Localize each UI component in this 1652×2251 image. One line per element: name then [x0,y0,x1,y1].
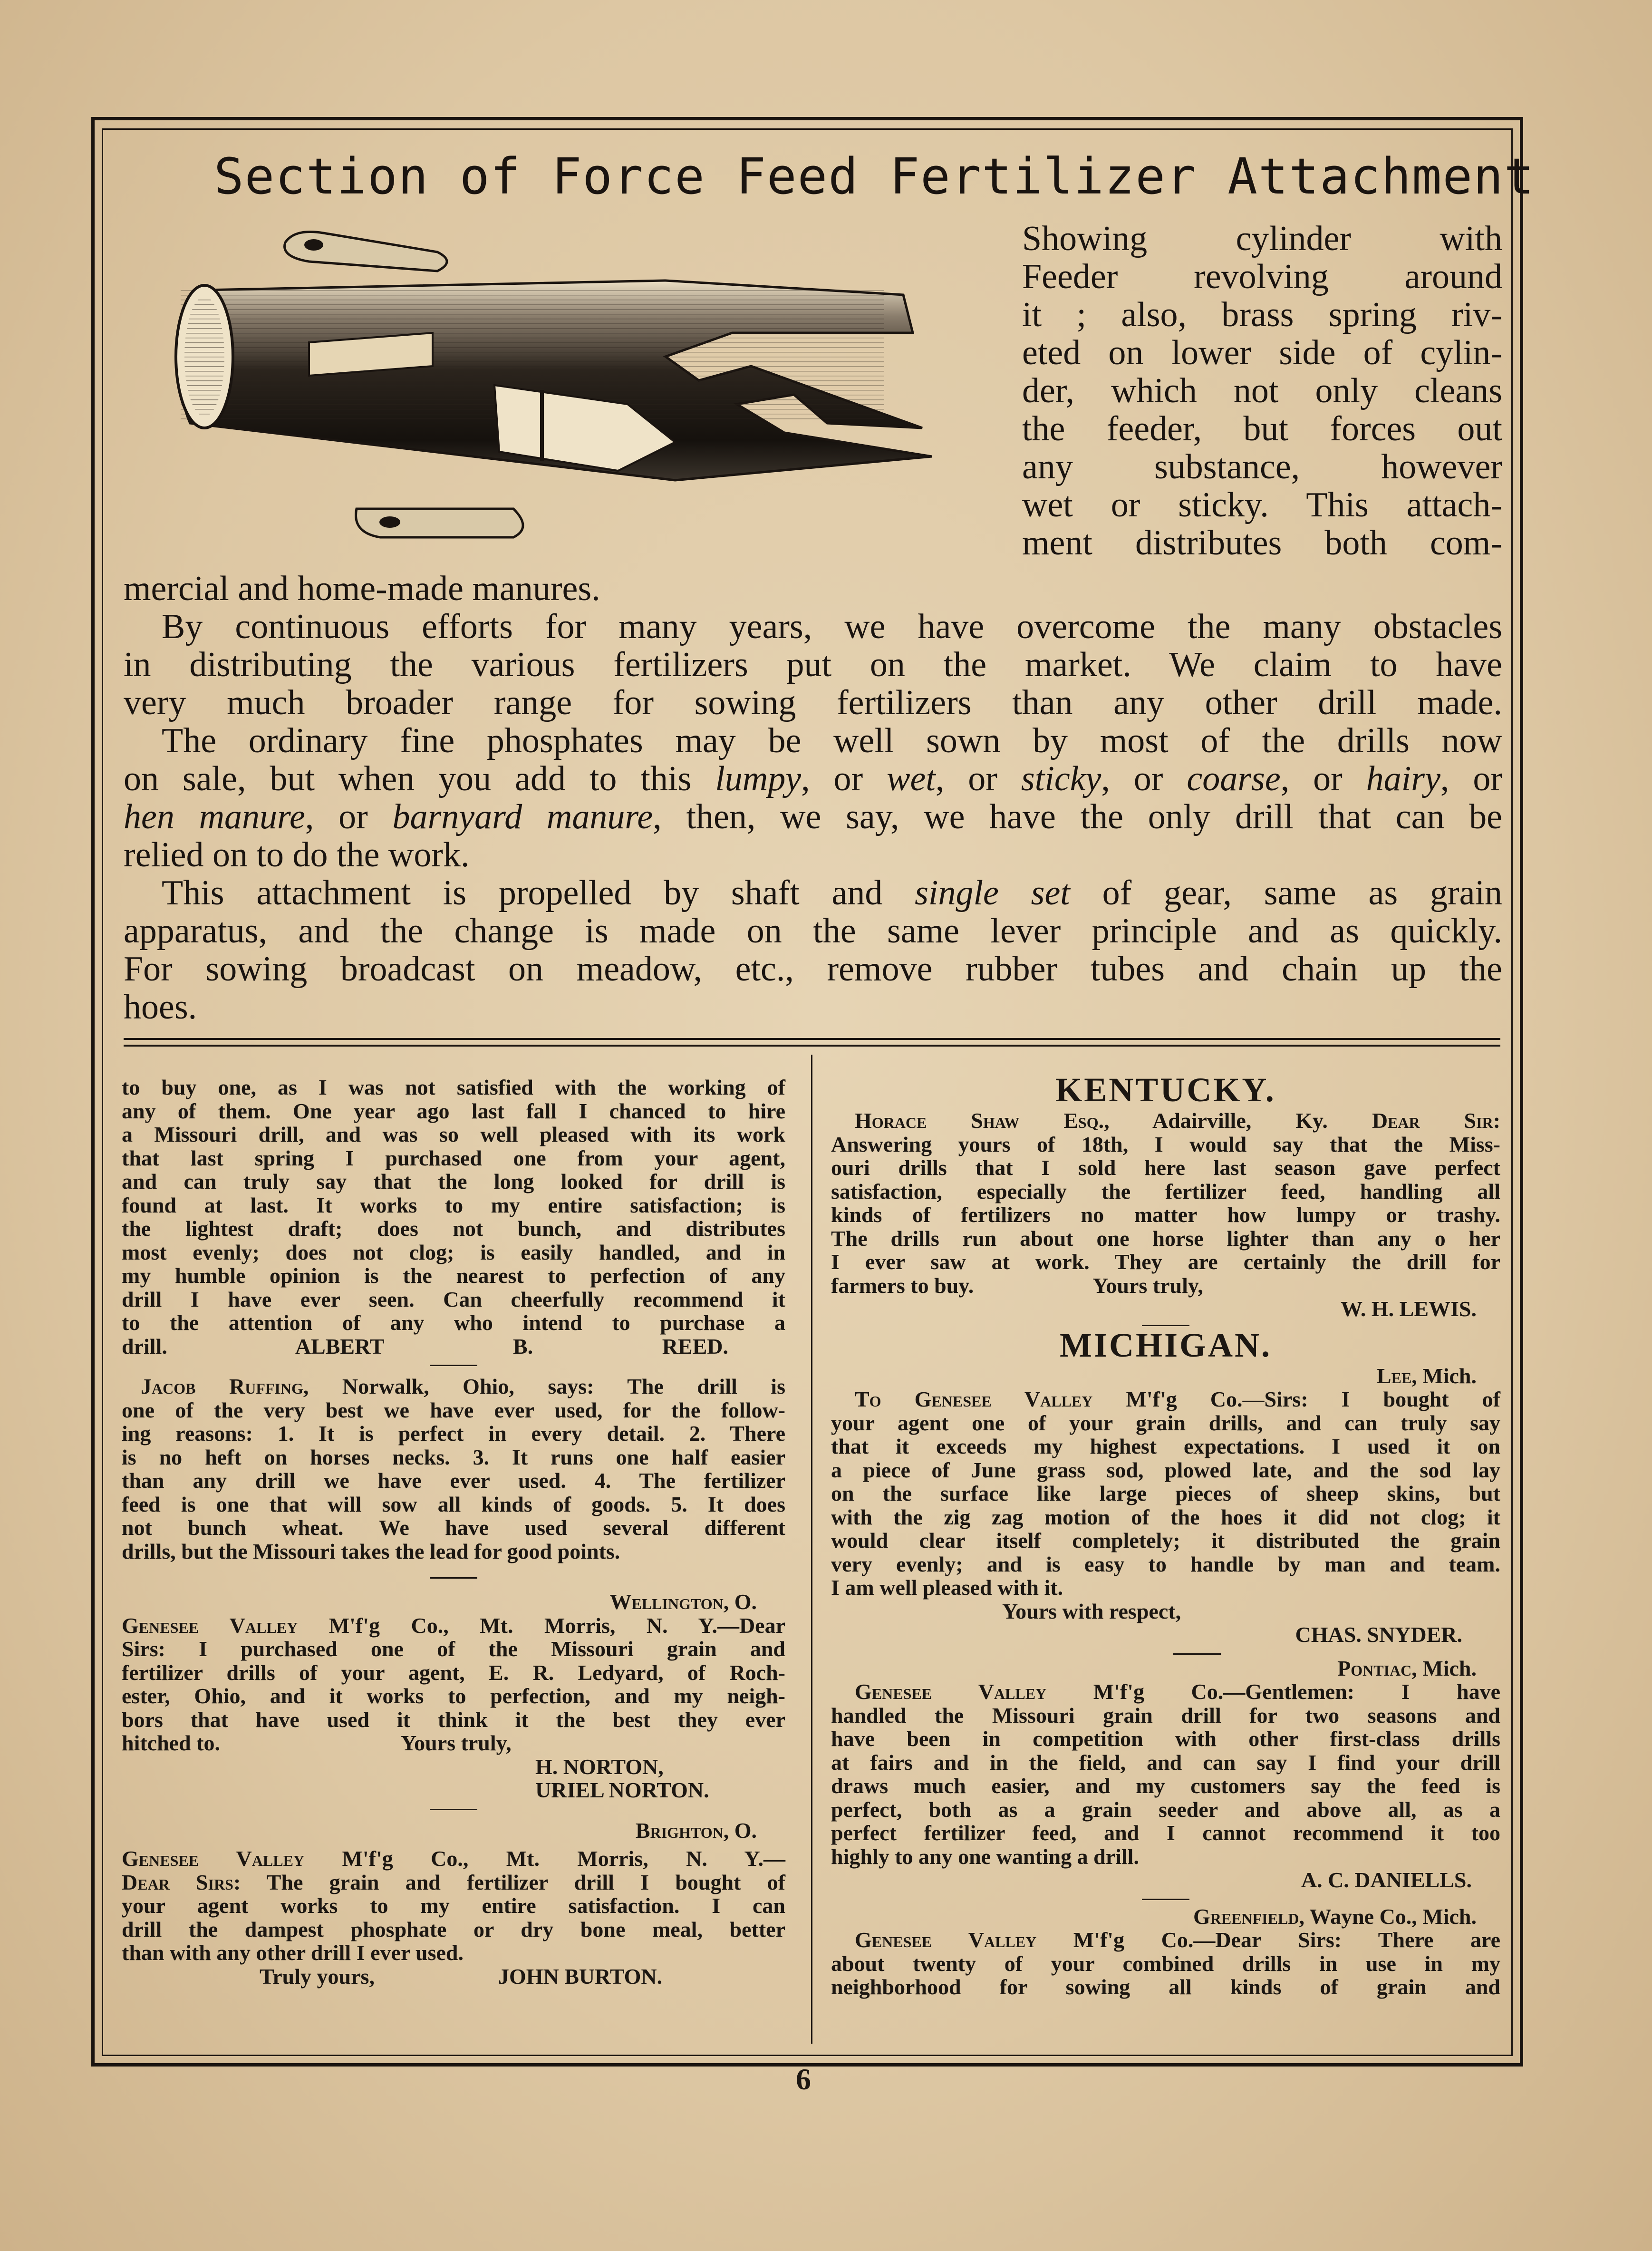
page-number: 6 [796,2062,811,2096]
text-line: at fairs and in the field, and can say I find your drill [831,1750,1500,1775]
text-line: perfect, both as a grain seeder and above all, as a [831,1797,1500,1822]
text-line: any of them. One year ago last fall I chanced to hire [122,1098,785,1123]
text-line: a Missouri drill, and was so well pleased with its work [122,1122,785,1146]
text-line: to the attention of any who intend to purchase a [122,1310,785,1335]
side-line: the feeder, but forces out [1022,409,1502,448]
text-line: fertilizer drills of your agent, E. R. Ledyard, of Roch- [122,1660,785,1685]
side-line: it ; also, brass spring riv- [1022,295,1502,334]
body-line: By continuous efforts for many years, we have overcome the many obstacles [162,607,1502,646]
testimonials-left-column [122,1076,785,1988]
body-line: hen manure, or barnyard manure, then, we say, we have the only drill that can be [124,797,1502,836]
text-line: one of the very best we have ever used, for the follow- [122,1397,785,1422]
emphasis: hairy [1366,759,1440,798]
text-line: Truly yours, JOHN BURTON. [260,1964,663,1989]
dash-divider [430,1809,477,1810]
text-line: Genesee Valley M'f'g Co., Mt. Morris, N. Y.— [122,1846,785,1871]
text-line: drills, but the Missouri takes the lead for good points. [122,1539,620,1563]
text-line: ester, Ohio, and it works to perfection, and my neigh- [122,1684,785,1708]
text-line: I ever saw at work. They are certainly the drill for [831,1250,1500,1274]
body-line: hoes. [124,988,197,1027]
text-line: very evenly; and is easy to handle by man and team. [831,1552,1500,1576]
text-line: Dear Sirs: The grain and fertilizer drill I bought of [122,1870,785,1894]
text-line: your agent one of your grain drills, and can truly say [831,1410,1500,1435]
text-line: about twenty of your combined drills in use in my [831,1951,1500,1976]
side-line: wet or sticky. This attach- [1022,485,1502,524]
text-line: on the surface like large pieces of sheep skins, but [831,1481,1500,1505]
body-line: This attachment is propelled by shaft and single set of gear, same as grain [162,873,1503,912]
text-line: and can truly say that the long looked for drill is [122,1169,785,1193]
text-line: kinds of fertilizers no matter how lumpy or trashy. [831,1203,1500,1227]
place-line: Lee, Mich. [1376,1363,1477,1388]
text-line: ouri drills that I sold here last season gave perfect [831,1155,1500,1180]
signature: H. NORTON, [535,1754,664,1779]
text-line: highly to any one wanting a drill. [831,1844,1139,1869]
dash-divider [430,1577,477,1579]
person-name: Jacob Ruffing [141,1374,303,1398]
text-line: than with any other drill I ever used. [122,1941,464,1965]
text-line: the lightest draft; does not bunch, and distributes [122,1216,785,1241]
text-line: feed is one that will sow all kinds of goods. 5. It does [122,1492,785,1516]
signature: ALBERT B. REED. [295,1334,729,1358]
dash-divider [430,1365,477,1366]
side-line: ment distributes both com- [1022,524,1502,563]
side-line: eted on lower side of cylin- [1022,333,1502,372]
signature: A. C. DANIELLS. [1301,1868,1472,1892]
dash-divider [1173,1653,1221,1655]
text-line: Genesee Valley M'f'g Co.—Dear Sirs: There are [855,1928,1500,1952]
fertilizer-attachment-illustration [152,223,989,566]
testimonials-right-column [831,1071,1500,1999]
text-line: drill I have ever seen. Can cheerfully recommend it [122,1287,785,1311]
side-line: der, which not only cleans [1022,371,1502,410]
text-line: drill. ALBERT B. REED. [122,1335,785,1358]
dash-divider [1142,1899,1189,1900]
text-line: Genesee Valley M'f'g Co.—Gentlemen: I have [855,1679,1501,1704]
text-line: Jacob Ruffing, Norwalk, Ohio, says: The drill is [141,1374,785,1398]
text-line: neighborhood for sowing all kinds of grain and [831,1975,1500,1999]
body-line: relied on to do the work. [124,835,470,874]
place-line: Brighton, O. [635,1818,757,1843]
text-line: is no heft on horses necks. 3. It runs one half easier [122,1445,785,1469]
emphasis: hen manure [124,797,305,836]
text-line: satisfaction, especially the fertilizer feed, handling all [831,1179,1500,1203]
text-line: than any drill we have ever used. 4. The fertilizer [122,1468,785,1493]
text-line: to buy one, as I was not satisfied with the working of [122,1075,785,1099]
text-line: with the zig zag motion of the hoes it did not clog; it [831,1504,1500,1529]
place-line: Pontiac, Mich. [1337,1656,1477,1680]
signature: W. H. LEWIS. [1341,1297,1477,1321]
signature: JOHN BURTON. [498,1964,663,1989]
text-line: would clear itself completely; it distributed the grain [831,1528,1500,1552]
text-line: bors that have used it think it the best they ever [122,1707,785,1732]
body-line: The ordinary fine phosphates may be well sown by most of the drills now [162,721,1502,760]
text-line: The drills run about one horse lighter than any o her [831,1226,1500,1251]
text-line: Sirs: I purchased one of the Missouri grain and [122,1637,785,1661]
page-title: Section of Force Feed Fertilizer Attachment [214,147,1535,205]
signature: CHAS. SNYDER. [1295,1622,1462,1647]
emphasis: coarse [1187,759,1281,798]
text-line: your agent works to my entire satisfaction. I can [122,1893,785,1918]
place-line: Greenfield, Wayne Co., Mich. [1193,1904,1477,1929]
text-line: Answering yours of 18th, I would say that the Miss- [831,1132,1500,1156]
side-line: Showing cylinder with [1022,219,1502,258]
description-body [124,570,1502,1026]
body-line: For sowing broadcast on meadow, etc., remove rubber tubes and chain up the [124,950,1502,989]
text-line: drill the dampest phosphate or dry bone meal, better [122,1917,785,1941]
text-line: my humble opinion is the nearest to perfection of any [122,1263,785,1288]
emphasis: wet [887,759,936,798]
place-line: Wellington, O. [609,1590,757,1614]
body-line: on sale, but when you add to this lumpy, or wet, or sticky, or coarse, or hairy, or [124,759,1503,798]
section-heading-michigan: MICHIGAN. [1060,1326,1272,1364]
text-line: a piece of June grass sod, plowed late, and the sod lay [831,1457,1500,1482]
text-line: draws much easier, and my customers say the feed is [831,1774,1500,1798]
text-line: ing reasons: 1. It is perfect in every detail. 2. There [122,1421,785,1446]
description-side-text [1022,220,1502,562]
section-heading-kentucky: KENTUCKY. [1055,1071,1276,1109]
text-line: that last spring I purchased one from your agent, [122,1145,785,1170]
section-divider [124,1038,1500,1047]
emphasis: sticky [1021,759,1101,798]
text-line: farmers to buy. Yours truly, [831,1273,1203,1298]
text-line: I am well pleased with it. [831,1575,1063,1600]
emphasis: single set [915,873,1070,912]
text-line: hitched to. Yours truly, [122,1731,512,1755]
text-line: Horace Shaw Esq., Adairville, Ky. Dear Sir: [855,1108,1501,1133]
text-line: To Genesee Valley M'f'g Co.—Sirs: I bought of [855,1387,1500,1411]
body-line: in distributing the various fertilizers put on the market. We claim to have [124,645,1502,684]
text-line: Yours with respect, [1002,1599,1181,1623]
side-line: any substance, however [1022,447,1502,486]
emphasis: barnyard manure [392,797,653,836]
column-divider [811,1055,812,2044]
body-line: very much broader range for sowing fertilizers than any other drill made. [124,683,1502,722]
text-line: found at last. It works to my entire satisfaction; is [122,1193,785,1217]
text-line: most evenly; does not clog; is easily handled, and in [122,1240,785,1264]
text-line: perfect fertilizer feed, and I cannot recommend it too [831,1821,1500,1845]
text-line: that it exceeds my highest expectations. I used it on [831,1434,1500,1458]
text-line: handled the Missouri grain drill for two seasons and [831,1703,1500,1727]
text-line: have been in competition with other first-class drills [831,1727,1500,1751]
signature: URIEL NORTON. [535,1778,709,1802]
text-line: not bunch wheat. We have used several different [122,1515,785,1540]
emphasis: lumpy [715,759,802,798]
body-line: mercial and home-made manures. [124,569,600,608]
body-line: apparatus, and the change is made on the same lever principle and as quickly. [124,912,1502,951]
side-line: Feeder revolving around [1022,257,1502,296]
text-line: Genesee Valley M'f'g Co., Mt. Morris, N. Y.—Dear [122,1613,786,1638]
